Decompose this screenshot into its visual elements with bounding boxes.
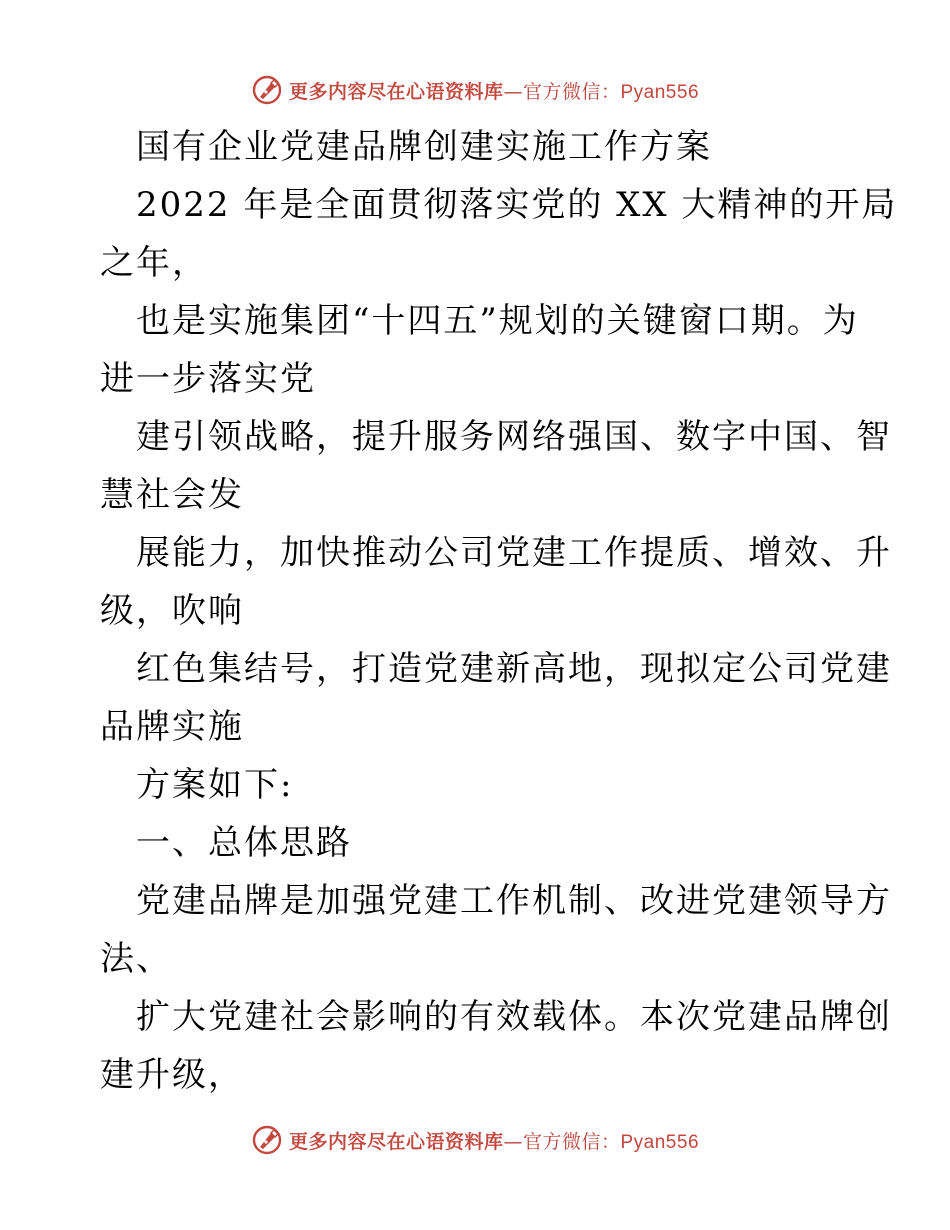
paragraph-line: 一、总体思路 (136, 823, 352, 863)
paragraph-line: 2022 年是全面贯彻落实党的 XX 大精神的开局 (136, 185, 898, 225)
paragraph-line: 品牌实施 (100, 707, 244, 747)
watermark-dash: — (503, 1130, 523, 1153)
watermark-brand: 更多内容尽在心语资料库 (288, 80, 504, 103)
header-watermark (0, 70, 950, 110)
watermark-wechat-id: Pyan556 (620, 1131, 700, 1153)
paragraph-line: 进一步落实党 (100, 359, 316, 399)
paragraph-line: 方案如下: (136, 765, 294, 805)
watermark-text (289, 77, 699, 104)
paragraph-line: 红色集结号，打造党建新高地，现拟定公司党建 (136, 649, 892, 689)
watermark-brand: 更多内容尽在心语资料库 (288, 1130, 504, 1153)
pen-nib-logo-icon (251, 74, 283, 106)
paragraph-line: 法、 (100, 939, 172, 979)
footer-watermark (0, 1120, 950, 1160)
watermark-label: 官方微信： (522, 1130, 621, 1153)
paragraph-line: 建升级， (100, 1055, 244, 1095)
watermark-text (289, 1127, 699, 1154)
paragraph-line: 党建品牌是加强党建工作机制、改进党建领导方 (136, 881, 892, 921)
paragraph-line: 国有企业党建品牌创建实施工作方案 (136, 127, 712, 167)
watermark-dash: — (503, 80, 523, 103)
paragraph-line: 扩大党建社会影响的有效载体。本次党建品牌创 (136, 997, 892, 1037)
document-body (100, 118, 898, 1104)
paragraph-line: 之年， (100, 243, 208, 283)
paragraph-line: 也是实施集团“十四五”规划的关键窗口期。为 (136, 301, 859, 341)
paragraph-line: 级，吹响 (100, 591, 244, 631)
watermark-label: 官方微信： (522, 80, 621, 103)
watermark-wechat-id: Pyan556 (620, 81, 700, 103)
paragraph-line: 建引领战略，提升服务网络强国、数字中国、智 (136, 417, 892, 457)
paragraph-line: 慧社会发 (100, 475, 244, 515)
paragraph-line: 展能力，加快推动公司党建工作提质、增效、升 (136, 533, 892, 573)
pen-nib-logo-icon (251, 1124, 283, 1156)
